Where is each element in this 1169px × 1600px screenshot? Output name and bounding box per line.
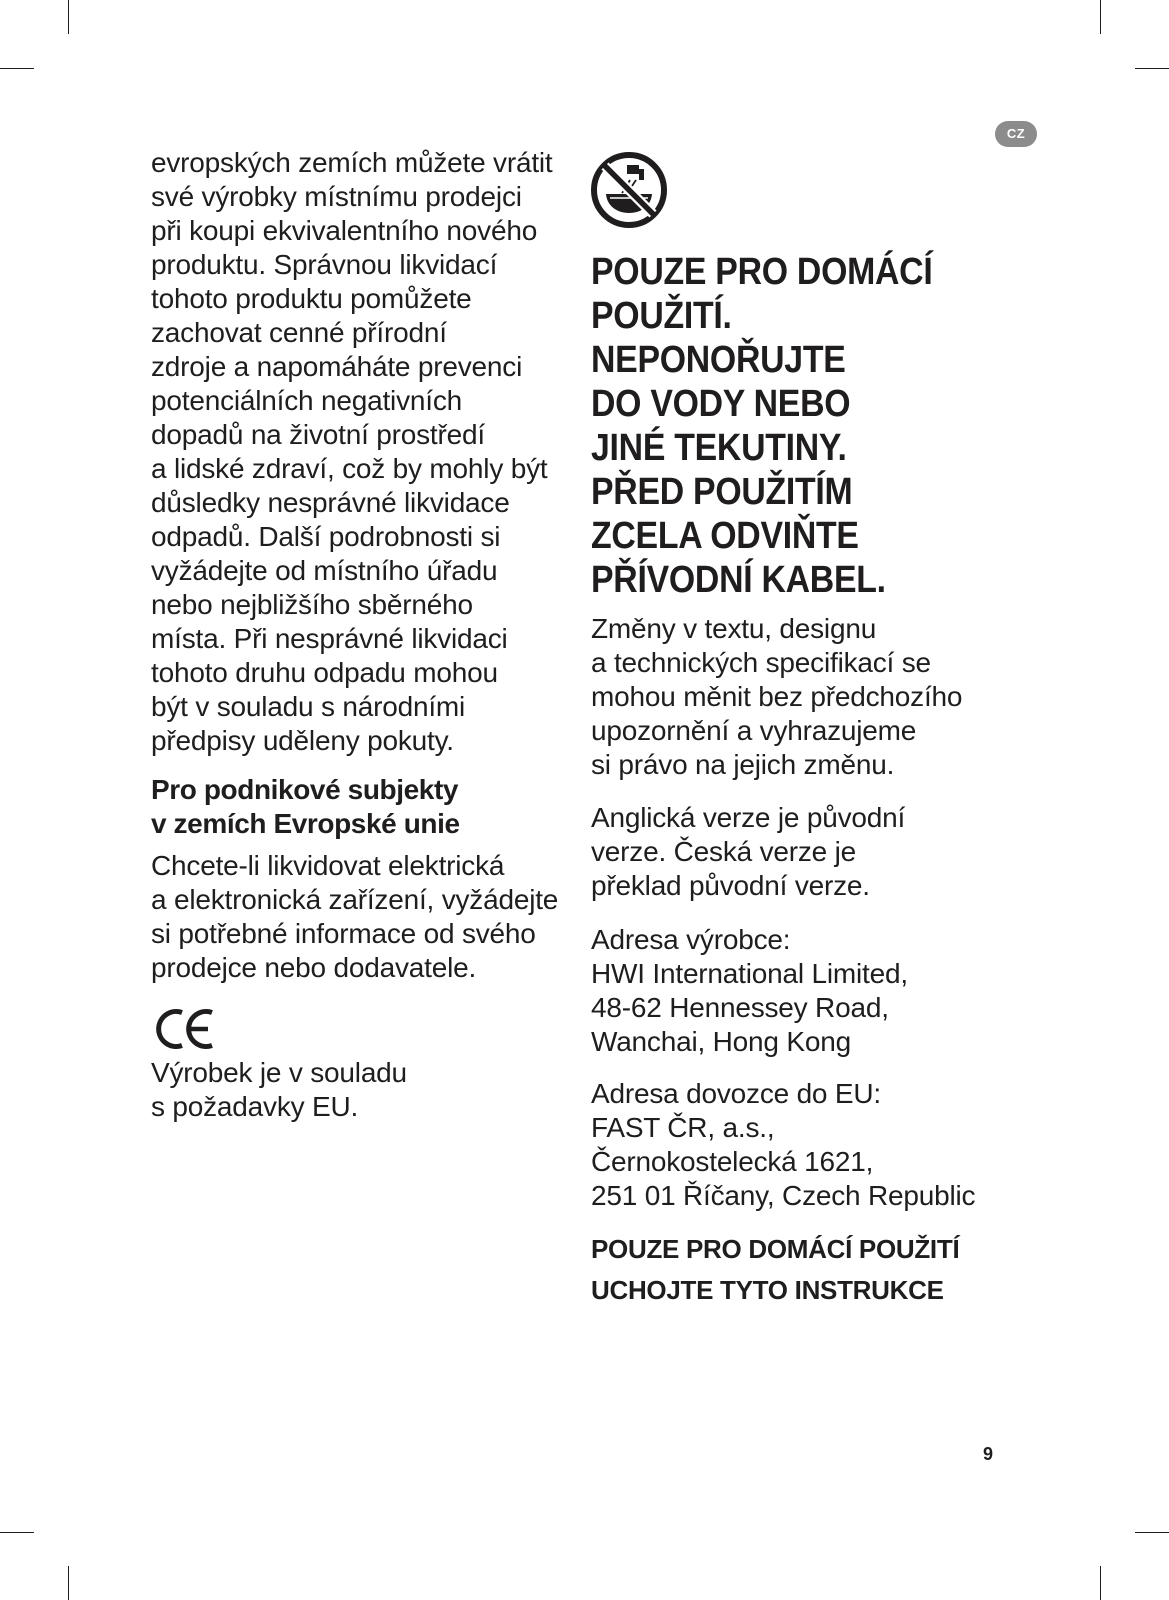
text-line: a technických specifikací se xyxy=(591,647,931,678)
importer-address xyxy=(591,1077,975,1213)
heading-line: v zemích Evropské unie xyxy=(151,808,460,839)
changes-paragraph xyxy=(591,612,962,782)
text-line: Chcete-li likvidovat elektrická xyxy=(151,850,505,881)
text-line: a elektronická zařízení, vyžádejte xyxy=(151,884,559,915)
text-line: evropských zemích můžete vrátit xyxy=(151,147,553,178)
text-line: místa. Při nesprávné likvidaci xyxy=(151,623,508,654)
text-line: Anglická verze je původní xyxy=(591,802,906,833)
text-line: své výrobky místnímu prodejci xyxy=(151,181,522,212)
crop-mark xyxy=(68,1566,69,1600)
text-line: a lidské zdraví, což by mohly být xyxy=(151,453,548,484)
text-line: Změny v textu, designu xyxy=(591,613,877,644)
crop-mark xyxy=(1135,1532,1169,1533)
text-line: zachovat cenné přírodní xyxy=(151,317,447,348)
crop-mark xyxy=(0,1532,34,1533)
text-line: 251 01 Říčany, Czech Republic xyxy=(591,1180,976,1211)
text-line: produktu. Správnou likvidací xyxy=(151,249,498,280)
business-paragraph xyxy=(151,849,558,985)
text-line: upozornění a vyhrazujeme xyxy=(591,715,917,746)
text-line: být v souladu s národními xyxy=(151,691,466,722)
no-immersion-icon xyxy=(589,150,669,230)
disposal-paragraph xyxy=(151,146,553,758)
manufacturer-address xyxy=(591,923,908,1059)
crop-mark xyxy=(1135,68,1169,69)
text-line: mohou měnit bez předchozího xyxy=(591,681,963,712)
version-paragraph xyxy=(591,801,905,903)
text-line: překlad původní verze. xyxy=(591,870,870,901)
text-line: si právo na jejich změnu. xyxy=(591,749,895,780)
warning-line: POUŽITÍ. xyxy=(591,295,732,337)
warning-line: NEPONOŘUJTE xyxy=(591,339,846,381)
text-line: zdroje a napomáháte prevenci xyxy=(151,351,523,382)
text-line: 48-62 Hennessey Road, xyxy=(591,992,889,1023)
warning-line: PŘÍVODNÍ KABEL. xyxy=(591,559,886,601)
text-line: tohoto druhu odpadu mohou xyxy=(151,657,498,688)
page-number: 9 xyxy=(983,1444,994,1464)
text-line: Výrobek je v souladu xyxy=(151,1057,407,1088)
text-line: Wanchai, Hong Kong xyxy=(591,1026,851,1057)
text-line: prodejce nebo dodavatele. xyxy=(151,952,477,983)
ce-mark-icon xyxy=(153,1008,215,1050)
text-line: tohoto produktu pomůžete xyxy=(151,283,472,314)
text-line: potenciálních negativních xyxy=(151,385,462,416)
language-badge: CZ xyxy=(995,121,1037,147)
warning-line: PŘED POUŽITÍM xyxy=(591,471,853,513)
conformity-paragraph xyxy=(151,1056,407,1124)
warning-line: JINÉ TEKUTINY. xyxy=(591,427,847,469)
text-line: důsledky nesprávné likvidace xyxy=(151,487,510,518)
warning-line: POUZE PRO DOMÁCÍ xyxy=(591,251,933,293)
warning-line: ZCELA ODVIŇTE xyxy=(591,515,859,557)
notice-line: POUZE PRO DOMÁCÍ POUŽITÍ xyxy=(591,1234,960,1264)
business-heading xyxy=(151,773,460,841)
text-line: Adresa výrobce: xyxy=(591,924,791,955)
text-line: dopadů na životní prostředí xyxy=(151,419,485,450)
warning-heading xyxy=(591,250,932,602)
text-line: nebo nejbližšího sběrného xyxy=(151,589,473,620)
footer-notice xyxy=(591,1229,959,1311)
crop-mark xyxy=(1100,0,1101,34)
text-line: Černokostelecká 1621, xyxy=(591,1146,874,1177)
notice-line: UCHOJTE TYTO INSTRUKCE xyxy=(591,1275,944,1305)
text-line: odpadů. Další podrobnosti si xyxy=(151,521,501,552)
text-line: HWI International Limited, xyxy=(591,958,908,989)
text-line: předpisy uděleny pokuty. xyxy=(151,725,454,756)
crop-mark xyxy=(68,0,69,34)
text-line: vyžádejte od místního úřadu xyxy=(151,555,498,586)
text-line: při koupi ekvivalentního nového xyxy=(151,215,538,246)
text-line: FAST ČR, a.s., xyxy=(591,1112,775,1143)
text-line: Adresa dovozce do EU: xyxy=(591,1078,881,1109)
crop-mark xyxy=(1100,1566,1101,1600)
text-line: s požadavky EU. xyxy=(151,1091,359,1122)
warning-line: DO VODY NEBO xyxy=(591,383,851,425)
text-line: verze. Česká verze je xyxy=(591,836,857,867)
crop-mark xyxy=(0,68,34,69)
heading-line: Pro podnikové subjekty xyxy=(151,774,459,805)
text-line: si potřebné informace od svého xyxy=(151,918,536,949)
